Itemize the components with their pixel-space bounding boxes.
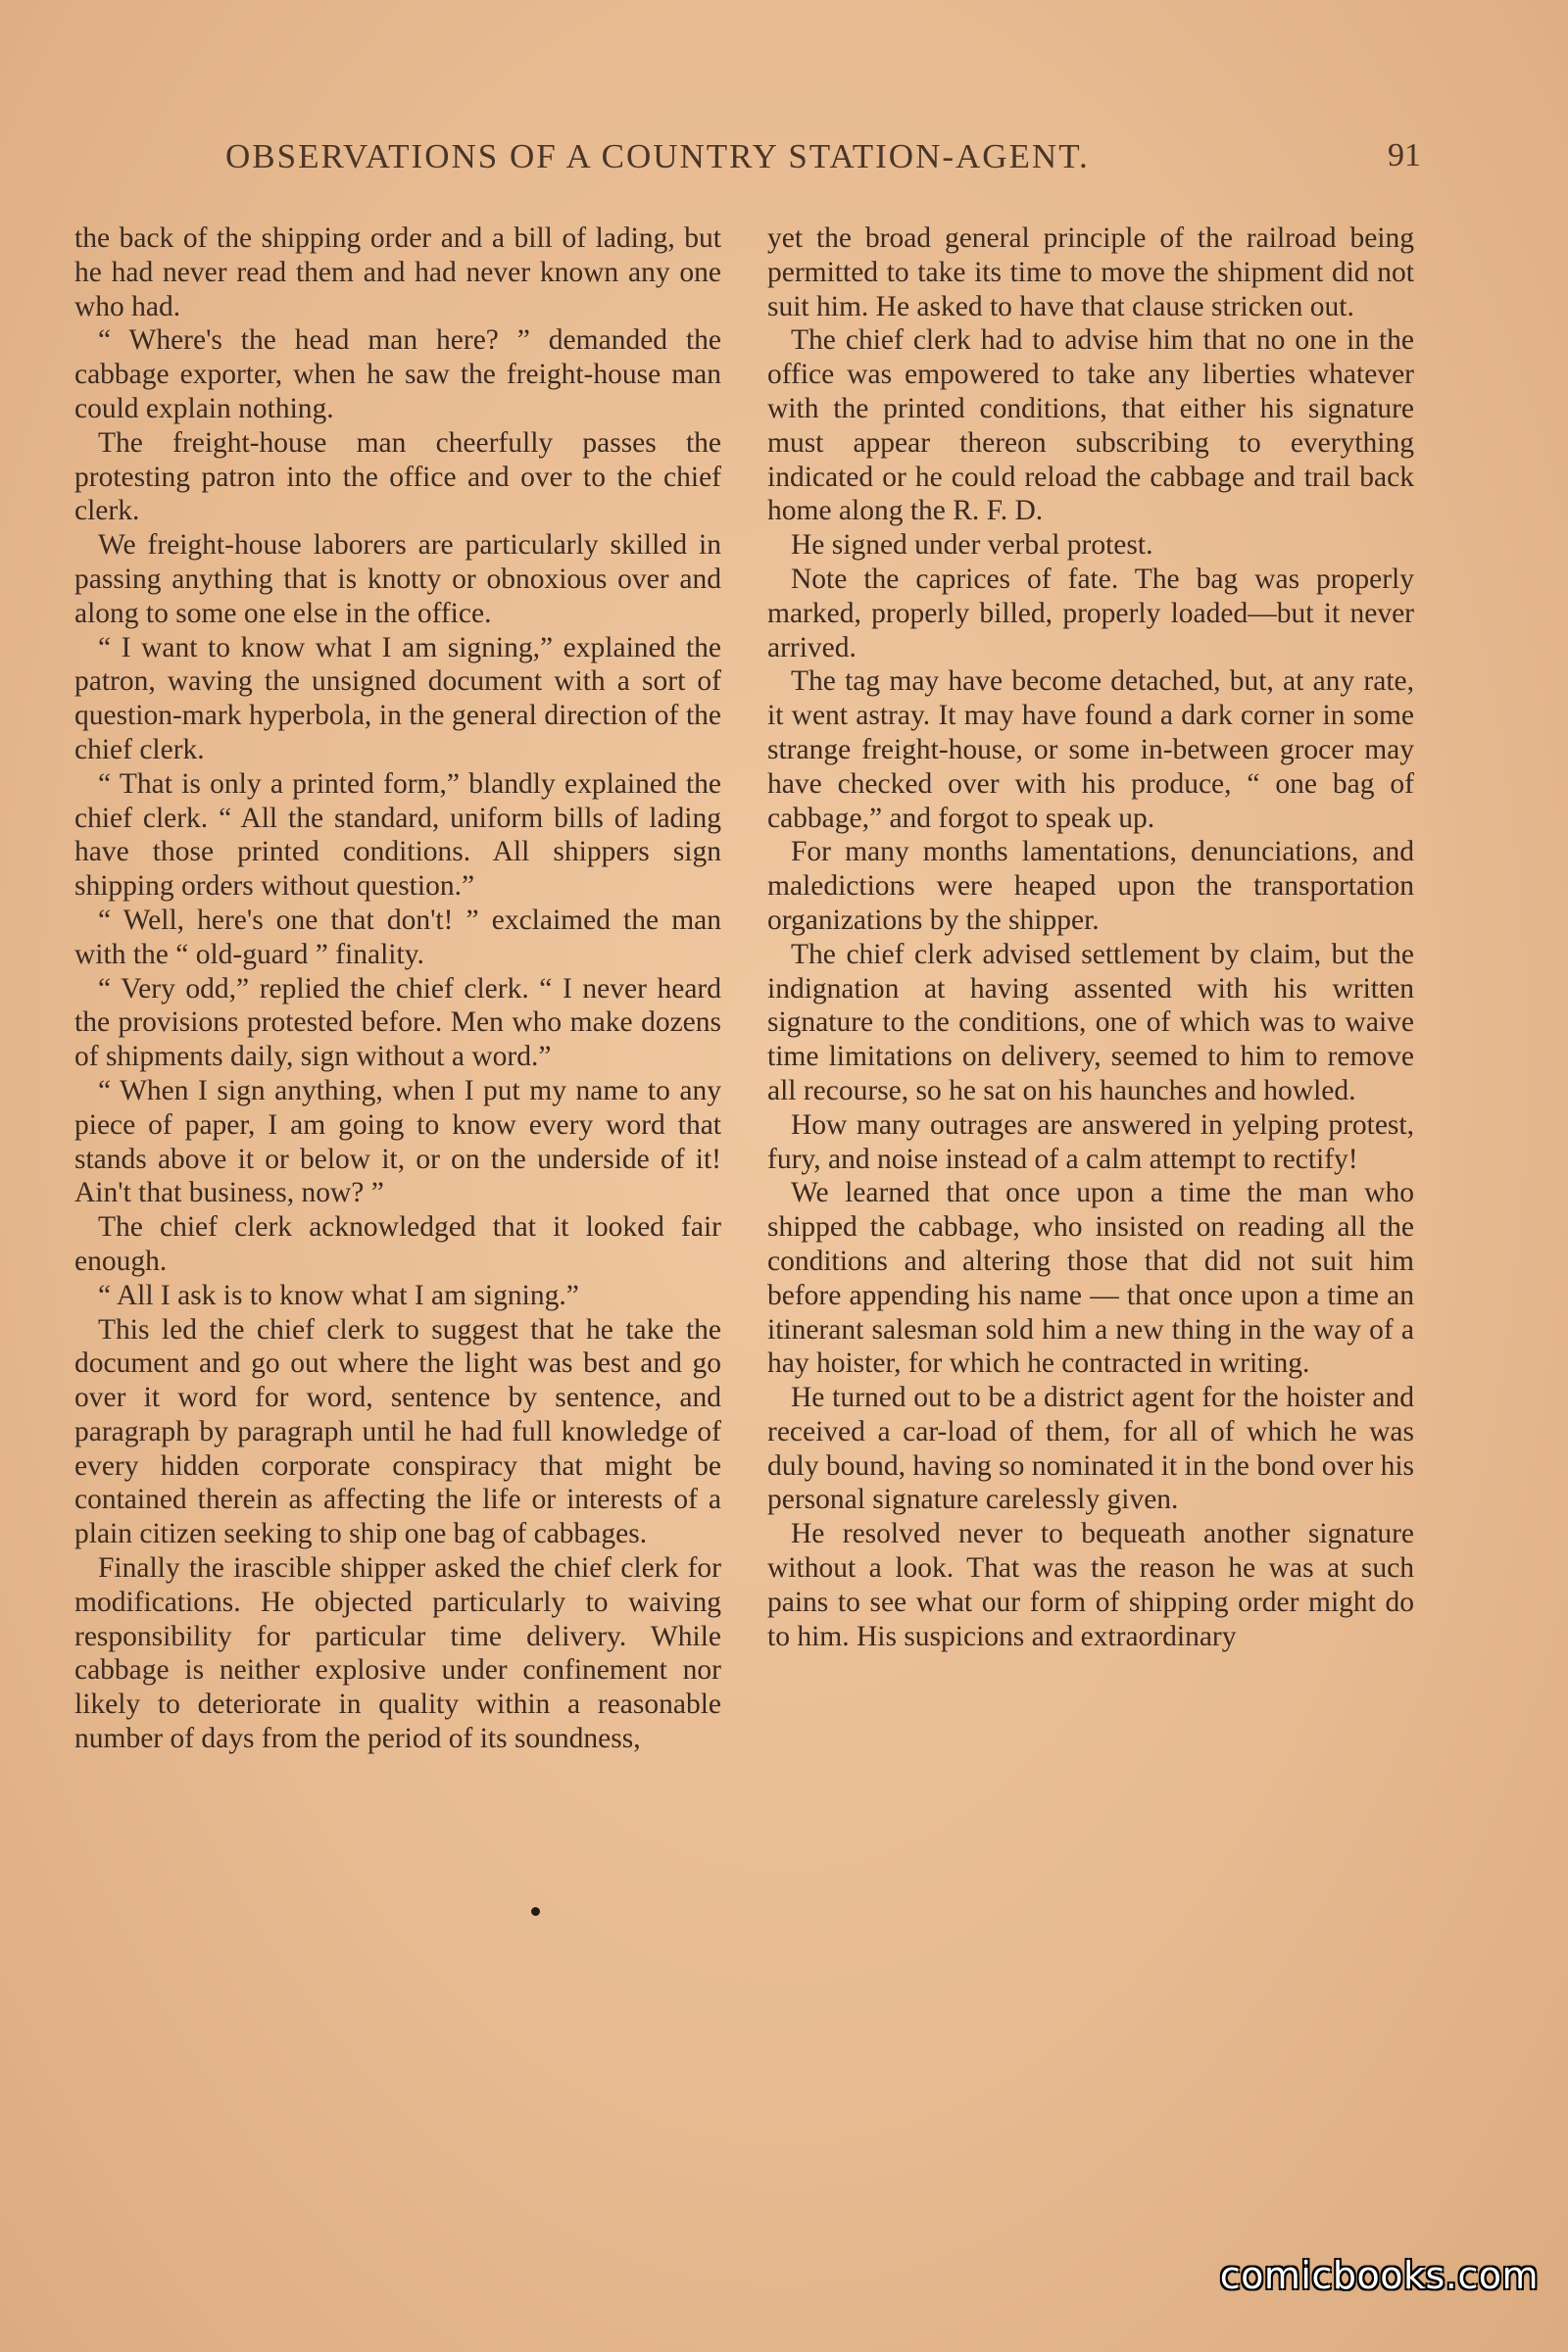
paragraph: The chief clerk had to advise him that no one in the office was empowered to take any liberties whatever with the printed conditions, that either his signature must appear thereon subscribing to everything indicated or he could reload the cabbage and trail back home along the R. F. D. xyxy=(767,324,1414,527)
paragraph: For many months lamentations, denunciations, and maledictions were heaped upon the transportation organizations by the shipper. xyxy=(767,836,1414,936)
running-head: OBSERVATIONS OF A COUNTRY STATION-AGENT. xyxy=(225,137,1090,175)
paragraph: He resolved never to bequeath another signature without a look. That was the reason he was at such pains to see what our form of shipping order might do to him. His suspicions and extraordinary xyxy=(767,1518,1414,1652)
right-column xyxy=(767,221,1414,1653)
paragraph: “ That is only a printed form,” blandly explained the chief clerk. “ All the standard, uniform bills of lading have those printed conditions. All shippers sign shipping orders without question.” xyxy=(74,767,721,903)
ink-dot xyxy=(531,1907,540,1916)
paragraph: “ All I ask is to know what I am signing.” xyxy=(98,1279,579,1311)
paragraph: He signed under verbal protest. xyxy=(791,529,1153,562)
paragraph: Finally the irascible shipper asked the chief clerk for modifications. He objected particularly to waiving responsibility for particular time delivery. While cabbage is neither explosive under confinement nor likely to deteriorate in quality within a reasonable number of days from the period of its soundness, xyxy=(74,1552,721,1755)
paragraph: We learned that once upon a time the man who shipped the cabbage, who insisted on reading all the conditions and altering those that did not suit him before appending his name — that once upon a time an itinerant salesman sold him a new thing in the way of a hay hoister, for which he contracted in writing. xyxy=(767,1177,1414,1380)
paragraph: He turned out to be a district agent for the hoister and received a car-load of them, for all of which he was duly bound, having so nominated it in the bond over his personal signature carelessly given. xyxy=(767,1382,1414,1516)
paragraph: “ I want to know what I am signing,” explained the patron, waving the unsigned document with a sort of question-mark hyperbola, in the general direction of the chief clerk. xyxy=(74,631,721,765)
paragraph: This led the chief clerk to suggest that he take the document and go out where the light was best and go over it word for word, sentence by sentence, and paragraph by paragraph until he had full knowledge of every hidden corporate conspiracy that might be contained therein as affecting the life or interests of a plain citizen seeking to ship one bag of cabbages. xyxy=(74,1313,721,1550)
paragraph: The chief clerk acknowledged that it looked fair enough. xyxy=(74,1211,721,1277)
paragraph: “ When I sign anything, when I put my name to any piece of paper, I am going to know every word that stands above it or below it, or on the underside of it! Ain't that business, now? ” xyxy=(74,1074,721,1209)
paragraph: We freight-house laborers are particularly skilled in passing anything that is knotty or obnoxious over and along to some one else in the office. xyxy=(74,529,721,629)
site-watermark: comicbooks.com xyxy=(1219,2254,1539,2297)
paragraph: How many outrages are answered in yelping protest, fury, and noise instead of a calm attempt to rectify! xyxy=(767,1108,1414,1175)
paragraph: the back of the shipping order and a bill of lading, but he had never read them and had never known any one who had. xyxy=(74,222,721,322)
paragraph: The freight-house man cheerfully passes the protesting patron into the office and over to the chief clerk. xyxy=(74,426,721,527)
paragraph: yet the broad general principle of the railroad being permitted to take its time to move the shipment did not suit him. He asked to have that clause stricken out. xyxy=(767,222,1414,322)
paragraph: “ Where's the head man here? ” demanded the cabbage exporter, when he saw the freight-house man could explain nothing. xyxy=(74,324,721,424)
paragraph: The tag may have become detached, but, at any rate, it went astray. It may have found a dark corner in some strange freight-house, or some in-between grocer may have checked over with his produce, “ one bag of cabbage,” and forgot to speak up. xyxy=(767,665,1414,834)
left-column xyxy=(74,221,721,1756)
paragraph: “ Well, here's one that don't! ” exclaimed the man with the “ old-guard ” finality. xyxy=(74,904,721,970)
paragraph: “ Very odd,” replied the chief clerk. “ I never heard the provisions protested before. Men who make dozens of shipments daily, sign without a word.” xyxy=(74,972,721,1073)
page-number: 91 xyxy=(1388,137,1421,173)
paragraph: The chief clerk advised settlement by claim, but the indignation at having assented with his written signature to the conditions, one of which was to waive time limitations on delivery, seemed to him to remove all recourse, so he sat on his haunches and howled. xyxy=(767,938,1414,1106)
paragraph: Note the caprices of fate. The bag was properly marked, properly billed, properly loaded—but it never arrived. xyxy=(767,563,1414,663)
page-header xyxy=(225,137,1421,186)
